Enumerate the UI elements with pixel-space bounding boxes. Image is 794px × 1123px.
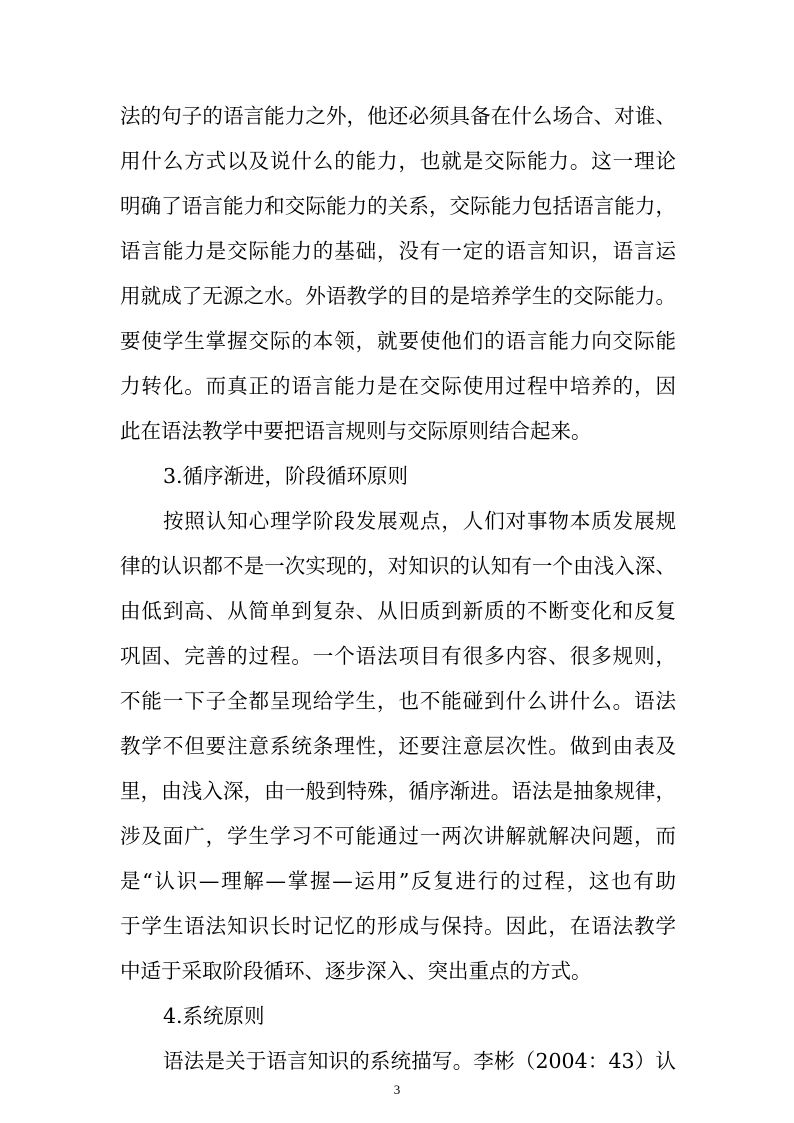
page-number: 3 [393, 1082, 401, 1097]
section-heading-4: 4.系统原则 [163, 1004, 265, 1028]
body-line-19: 于学生语法知识长时记忆的形成与保持。因此，在语法教学 [120, 914, 676, 938]
body-line-5: 用就成了无源之水。外语教学的目的是培养学生的交际能力。 [120, 284, 676, 308]
body-line-8: 此在语法教学中要把语言规则与交际原则结合起来。 [120, 419, 592, 443]
body-line-16: 里，由浅入深，由一般到特殊，循序渐进。语法是抽象规律， [120, 779, 676, 803]
body-line-12: 由低到高、从简单到复杂、从旧质到新质的不断变化和反复 [120, 599, 676, 623]
body-line-14: 不能一下子全都呈现给学生，也不能碰到什么讲什么。语法 [120, 689, 676, 713]
body-line-10: 按照认知心理学阶段发展观点，人们对事物本质发展规 [163, 509, 676, 533]
body-line-15: 教学不但要注意系统条理性，还要注意层次性。做到由表及 [120, 734, 676, 758]
body-line-13: 巩固、完善的过程。一个语法项目有很多内容、很多规则， [120, 644, 676, 668]
body-line-18: 是“认识—理解—掌握—运用”反复进行的过程，这也有助 [120, 869, 676, 893]
body-line-20: 中适于采取阶段循环、逐步深入、突出重点的方式。 [120, 959, 592, 983]
body-line-17: 涉及面广，学生学习不可能通过一两次讲解就解决问题，而 [120, 824, 676, 848]
body-line-22: 语法是关于语言知识的系统描写。李彬（2004：43）认 [163, 1049, 676, 1073]
section-heading-3: 3.循序渐进，阶段循环原则 [163, 464, 409, 488]
body-line-4: 语言能力是交际能力的基础，没有一定的语言知识，语言运 [120, 239, 676, 263]
body-line-6: 要使学生掌握交际的本领，就要使他们的语言能力向交际能 [120, 329, 676, 353]
body-line-2: 用什么方式以及说什么的能力，也就是交际能力。这一理论 [120, 149, 676, 173]
body-line-3: 明确了语言能力和交际能力的关系，交际能力包括语言能力， [120, 194, 676, 218]
body-line-1: 法的句子的语言能力之外，他还必须具备在什么场合、对谁、 [120, 104, 676, 128]
body-line-7: 力转化。而真正的语言能力是在交际使用过程中培养的，因 [120, 374, 676, 398]
body-line-11: 律的认识都不是一次实现的，对知识的认知有一个由浅入深、 [120, 554, 676, 578]
